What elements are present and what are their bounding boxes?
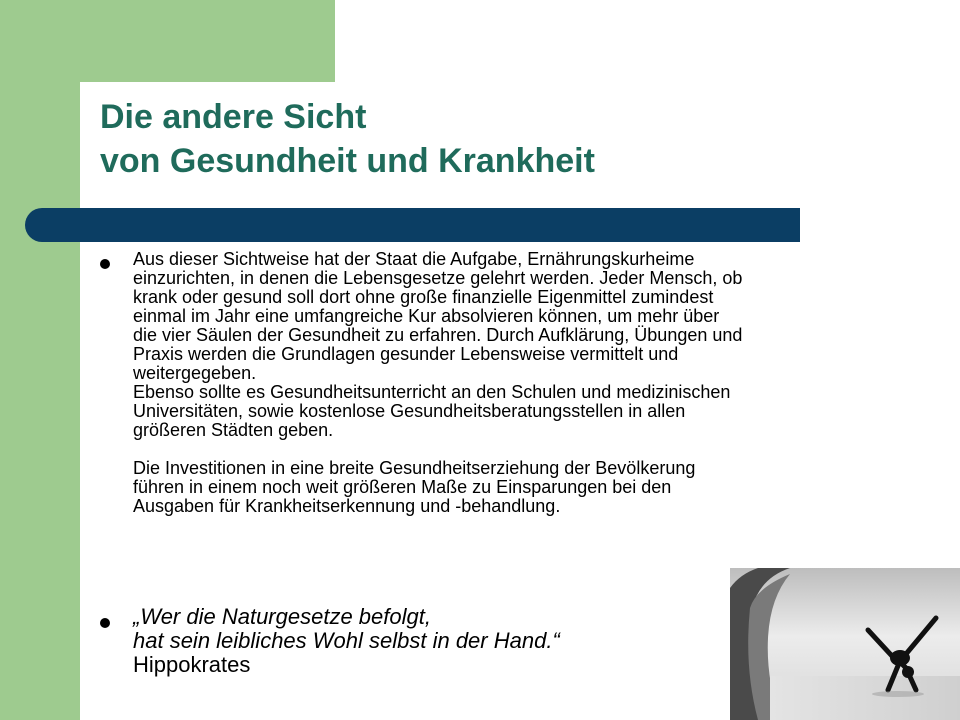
text-line: Ebenso sollte es Gesundheitsunterricht an den Schulen und medizinischen	[133, 382, 731, 402]
decorative-green-strip	[0, 0, 80, 720]
slide-title-line-1: Die andere Sicht	[100, 98, 367, 136]
text-line: Die Investitionen in eine breite Gesundheitserziehung der Bevölkerung	[133, 458, 696, 478]
text-line: weitergegeben.	[133, 363, 257, 383]
slide-title	[100, 95, 595, 183]
text-line: Universitäten, sowie kostenlose Gesundheitsberatungsstellen in allen	[133, 401, 686, 421]
text-line: Aus dieser Sichtweise hat der Staat die Aufgabe, Ernährungskurheime	[133, 249, 695, 269]
text-line: Praxis werden die Grundlagen gesunder Lebensweise vermittelt und	[133, 344, 679, 364]
blank-line	[133, 440, 953, 459]
bullet-paragraph	[133, 250, 953, 516]
bullet-icon	[100, 259, 110, 269]
quote-line-2: hat sein leibliches Wohl selbst in der Hand.“	[133, 628, 560, 653]
text-line: führen in einem noch weit größeren Maße zu Einsparungen bei den	[133, 477, 672, 497]
quote-line-1: „Wer die Naturgesetze befolgt,	[133, 604, 431, 629]
title-divider-bar	[25, 208, 800, 242]
cartwheel-photo	[730, 568, 960, 720]
quote-author: Hippokrates	[133, 652, 251, 677]
quote-block	[133, 605, 733, 677]
text-line: Ausgaben für Krankheitserkennung und -behandlung.	[133, 496, 561, 516]
text-line: einzurichten, in denen die Lebensgesetze gelehrt werden. Jeder Mensch, ob	[133, 268, 743, 288]
text-line: krank oder gesund soll dort ohne große finanzielle Eigenmittel zumindest	[133, 287, 714, 307]
text-line: einmal im Jahr eine umfangreiche Kur absolvieren können, um mehr über	[133, 306, 720, 326]
text-line: die vier Säulen der Gesundheit zu erfahren. Durch Aufklärung, Übungen und	[133, 325, 743, 345]
text-line: größeren Städten geben.	[133, 420, 334, 440]
slide-title-line-2: von Gesundheit und Krankheit	[100, 142, 595, 180]
bullet-icon	[100, 618, 110, 628]
